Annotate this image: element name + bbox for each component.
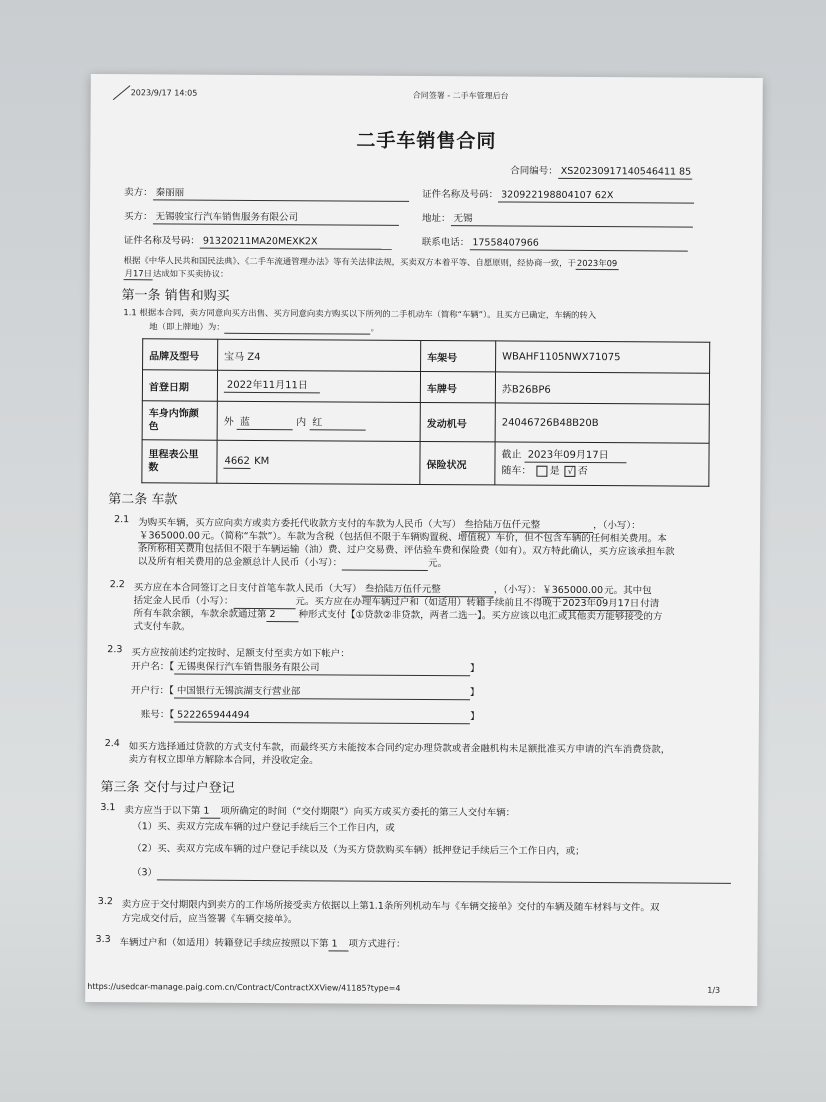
- pen-mark: [113, 85, 131, 100]
- art1-p1-line2: 地（即上牌地）为： 。: [149, 321, 380, 333]
- art3-p2-line2: 方完成交付后，应当签署《车辆交接单》。: [121, 913, 298, 926]
- art2-p3-num: 2.3: [107, 644, 123, 656]
- transfer-option: 1: [329, 938, 349, 951]
- intro-line-1: 根据《中华人民共和国民法典》、《二手车流通管理办法》等有关法律法规，买卖双方本着平等、自愿原则，经协商一致，于2023年09: [124, 254, 619, 270]
- art2-p1-line1: 为购买车辆，买方应向卖方或卖方委托代收款方支付的车款为人民币（大写） 叁拾陆万伍仟元整 ，（小写）：: [138, 517, 641, 532]
- seller-label: 卖方：: [124, 187, 153, 199]
- art2-p3-line1: 买方应按前述约定按时、足额支付至卖方如下帐户：: [131, 647, 350, 660]
- address-value: 无锡: [450, 213, 692, 227]
- article-2-heading: 第二条 车款: [108, 492, 178, 508]
- exterior-color: 蓝: [237, 416, 293, 429]
- price-words: 叁拾陆万伍仟元整: [461, 519, 593, 533]
- art3-p2-num: 3.2: [97, 896, 113, 908]
- insurance-until: 2023年09月17日: [525, 450, 627, 464]
- seller-name: 秦丽丽: [153, 187, 409, 202]
- vehicle-info-table: 品牌及型号 宝马 Z4 车架号 WBAHF1105NWX71075 首登日期 2022年11月11日 车牌号 苏B26BP6 车身内饰颜 色 外 蓝 内 红 发动机号 24046726B48B20B 里程表公里 数 4662 KM 保险状况 截止 2023年09月17日 随车： 是 √ 否: [141, 338, 710, 486]
- interior-color: 红: [309, 417, 365, 430]
- no-checkbox[interactable]: √: [565, 465, 576, 476]
- reg-date-label: 首登日期: [142, 370, 217, 401]
- plate-value: 苏B26BP6: [495, 372, 709, 404]
- mileage-value: 4662: [223, 455, 251, 468]
- insurance-value: 截止 2023年09月17日 随车： 是 √ 否: [495, 442, 709, 486]
- phone-value: 17558407966: [469, 237, 687, 251]
- art3-p3-line1: 车辆过户和（如适用）转籍登记手续应按照以下第 1 项方式进行：: [119, 937, 406, 950]
- yes-checkbox[interactable]: [537, 465, 548, 476]
- phone-label: 联系电话：: [421, 236, 470, 249]
- article-1-heading: 第一条 销售和购买: [121, 288, 230, 304]
- art2-p1-num: 2.1: [114, 514, 130, 526]
- footer-page-number: 1/3: [707, 985, 721, 995]
- mileage-label: 里程表公里 数: [142, 440, 217, 483]
- brand-value: 宝马 Z4: [218, 339, 421, 371]
- art2-p2-num: 2.2: [109, 579, 125, 591]
- engine-value: 24046726B48B20B: [495, 403, 709, 443]
- contract-number-row: [510, 163, 692, 180]
- seller-id-label: 证件名称及号码：: [422, 188, 499, 201]
- buyer-row: [124, 208, 399, 226]
- buyer-label: 买方：: [123, 211, 153, 223]
- buyer-id-row: [124, 232, 392, 250]
- bank-name: 中国银行无锡滨湖支行营业部: [174, 685, 470, 700]
- art2-p4-line2: 卖方有权立即单方解除本合同，并没收定金。: [128, 754, 319, 767]
- art3-p1-line1: 卖方应当于以下第 1 项所确定的时间（“交付期限”）向买方或买方委托的第三人交付车辆：: [124, 805, 516, 819]
- address-row: [422, 210, 693, 228]
- first-payment-words: 叁拾陆万伍仟元整: [362, 584, 494, 598]
- seller-id-row: [422, 186, 694, 204]
- phone-row: [422, 234, 688, 252]
- art2-p1-line2: ￥365000.00元。（简称“车款”）。车款为含税（包括但不限于车辆购置税、增值税）车价，但不包含车辆的任何相关费用。本: [138, 530, 667, 545]
- final-payment-date: 2023年09月17日: [561, 598, 640, 611]
- intro-date-b: 月17日: [124, 267, 154, 280]
- print-datetime: 2023/9/17 14:05: [130, 88, 198, 98]
- art3-p2-line1: 卖方应于交付期限内到卖方的工作场所接受卖方依据以上第1.1条所列机动车与《车辆交接单》交付的车辆及随车材料与文件。双: [121, 899, 660, 914]
- seller-id: 320922198804107 62X: [498, 189, 694, 203]
- art3-p1-num: 3.1: [100, 802, 116, 814]
- total-amount: [342, 558, 428, 572]
- vin-label: 车架号: [421, 340, 496, 371]
- art3-p3-num: 3.3: [95, 934, 111, 946]
- bank-row: 开户行：【 中国银行无锡滨湖支行营业部 】: [131, 685, 480, 699]
- buyer-id-label: 证件名称及号码：: [123, 235, 200, 247]
- art2-p1-line3: 条所称相关费用包括但不限于车辆运输（油）费、过户交易费、评估验车费和保险费（如有）。双方特此确认，买方应该承担车款: [137, 543, 675, 558]
- reg-date-value: 2022年11月11日: [224, 379, 320, 393]
- buyer-name: 无锡骏宝行汽车销售服务有限公司: [152, 211, 398, 226]
- color-label: 车身内饰颜 色: [142, 401, 217, 440]
- registration-place: [225, 321, 371, 335]
- account-name: 无锡奥保行汽车销售服务有限公司: [174, 661, 470, 676]
- first-payment-number: ￥365000.00: [541, 585, 604, 598]
- delivery-option-3: （3）: [132, 864, 731, 884]
- account-name-row: 开户名：【 无锡奥保行汽车销售服务有限公司 】: [131, 661, 480, 675]
- art2-p2-line2: 括定金人民币（小写）： 元。买方应在办理车辆过户和（如适用）转籍手续前且不得晚于2023年09月17日付清: [133, 595, 660, 610]
- document-title: 二手车销售合同: [356, 129, 497, 153]
- art2-p2-line1: 买方应在本合同签订之日支付首笔车款人民币（大写） 叁拾陆万伍仟元整 ，（小写）：￥365000.00元。其中包: [133, 582, 652, 597]
- contract-number-label: 合同编号：: [510, 165, 558, 177]
- vin-value: WBAHF1105NWX71075: [496, 341, 710, 373]
- plate-label: 车牌号: [420, 371, 495, 402]
- art2-p1-line4: 以及所有相关费用的总金额总计人民币（小写）： 元。: [137, 556, 448, 570]
- art2-p2-line4: 式支付车款。: [133, 621, 191, 633]
- art2-p4-num: 2.4: [104, 738, 120, 750]
- brand-label: 品牌及型号: [143, 339, 218, 370]
- engine-label: 发动机号: [420, 402, 495, 441]
- seller-row: [124, 184, 409, 202]
- art1-p1-line1: 1.1 根据本合同，卖方同意向买方出售、买方同意向卖方购买以下所列的二手机动车（简称“车辆”）。且买方已确定，车辆的转入: [123, 307, 597, 321]
- contract-number: XS20230917140546411 85: [558, 166, 692, 180]
- art2-p2-line3: 所有车款余额，车款余款通过第 2 种形式支付【①贷款②非贷款，两者二选一】。买方应该以电汇或其他卖方能够接受的方: [133, 608, 663, 623]
- delivery-option: 1: [200, 806, 220, 819]
- article-3-heading: 第三条 交付与过户登记: [100, 780, 235, 796]
- print-page-title: 合同签署 - 二手车管理后台: [412, 90, 509, 101]
- account-number: 522265944494: [174, 709, 470, 724]
- price-number: ￥365000.00: [138, 530, 201, 543]
- art2-p4-line1: 如买方选择通过贷款的方式支付车款，而最终买方未能按本合同约定办理贷款或者金融机构未足额批准买方申请的汽车消费贷款，: [128, 741, 671, 756]
- intro-line-2: 月17日达成如下买卖协议：: [124, 268, 229, 279]
- intro-date-a: 2023年09: [576, 257, 618, 270]
- address-label: 地址：: [421, 212, 451, 225]
- buyer-id: 91320211MA20MEXK2X: [200, 236, 392, 250]
- delivery-option-2: （2）买、卖双方完成车辆的过户登记手续以及（为买方贷款购买车辆）抵押登记手续后三个工作日内，或；: [132, 843, 585, 857]
- account-number-row: 账号：【 522265944494 】: [140, 709, 480, 723]
- insurance-label: 保险状况: [420, 441, 495, 484]
- footer-url: https://usedcar-manage.paig.com.cn/Contract/ContractXXView/41185?type=4: [87, 981, 401, 993]
- delivery-option-1: （1）买、卖双方完成车辆的过户登记手续后三个工作日内，或: [132, 821, 395, 834]
- contract-page: [85, 74, 763, 1006]
- payment-type: 2: [267, 609, 299, 622]
